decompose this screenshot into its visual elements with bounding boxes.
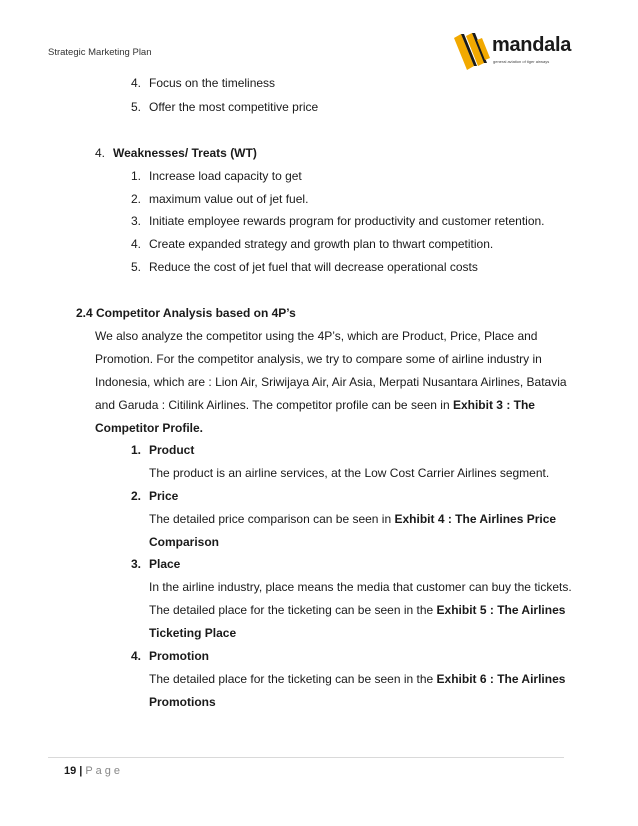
p-number: 3. — [131, 557, 142, 571]
p-title-place: Place — [149, 557, 181, 571]
paragraph-text: and Garuda : Citilink Airlines. The competitor profile can be seen in — [95, 398, 453, 412]
paragraph-line: We also analyze the competitor using the 4P’s, which are Product, Price, Place and — [95, 329, 538, 343]
mandala-stripe-icon — [452, 32, 492, 72]
p-text: In the airline industry, place means the media that customer can buy the tickets. — [149, 580, 572, 594]
footer-divider — [48, 757, 564, 758]
exhibit-reference: Exhibit 4 : The Airlines Price — [394, 512, 557, 526]
p-number: 1. — [131, 443, 142, 457]
exhibit-reference: Promotions — [149, 695, 216, 709]
list-item: maximum value out of jet fuel. — [149, 192, 309, 206]
p-title-product: Product — [149, 443, 195, 457]
page-footer — [64, 764, 123, 778]
list-item: Offer the most competitive price — [149, 100, 319, 114]
paragraph-line: Promotion. For the competitor analysis, we try to compare some of airline industry in — [95, 352, 542, 366]
list-number: 5. — [131, 260, 142, 274]
p-number: 4. — [131, 649, 142, 663]
list-number: 2. — [131, 192, 142, 206]
list-number: 3. — [131, 214, 142, 228]
list-item: Create expanded strategy and growth plan to thwart competition. — [149, 237, 494, 251]
exhibit-reference: Competitor Profile. — [95, 421, 204, 435]
exhibit-reference: Comparison — [149, 535, 220, 549]
logo-wordmark: mandala — [492, 34, 572, 56]
list-item: Reduce the cost of jet fuel that will decrease operational costs — [149, 260, 478, 274]
page-number: 19 — [64, 765, 77, 777]
p-number: 2. — [131, 489, 142, 503]
exhibit-reference: Exhibit 3 : The — [452, 398, 535, 412]
exhibit-reference: Exhibit 5 : The Airlines — [436, 603, 566, 617]
paragraph-line — [95, 398, 535, 413]
page-label: Page — [85, 765, 124, 777]
list-number: 1. — [131, 169, 142, 183]
list-number: 4. — [131, 76, 142, 90]
mandala-logo — [452, 32, 572, 72]
section-heading: 2.4 Competitor Analysis based on 4P’s — [76, 306, 296, 320]
wt-number: 4. — [95, 146, 106, 160]
list-number: 4. — [131, 237, 142, 251]
exhibit-reference: Exhibit 6 : The Airlines — [436, 672, 566, 686]
footer-separator: | — [79, 765, 83, 777]
paragraph-text: The detailed price comparison can be seen in — [149, 512, 395, 526]
paragraph-line: Indonesia, which are : Lion Air, Sriwijaya Air, Air Asia, Merpati Nusantara Airlines, Batavia — [95, 375, 567, 389]
exhibit-reference: Ticketing Place — [149, 626, 237, 640]
p-text: The product is an airline services, at the Low Cost Carrier Airlines segment. — [149, 466, 550, 480]
header-title: Strategic Marketing Plan — [48, 47, 152, 58]
list-number: 5. — [131, 100, 142, 114]
list-item: Increase load capacity to get — [149, 169, 302, 183]
p-text — [149, 512, 556, 527]
p-text — [149, 672, 565, 687]
wt-heading: Weaknesses/ Treats (WT) — [113, 146, 257, 160]
list-item: Focus on the timeliness — [149, 76, 276, 90]
p-title-promotion: Promotion — [149, 649, 209, 663]
paragraph-text: The detailed place for the ticketing can be seen in the — [149, 672, 437, 686]
logo-tagline: general aviation of tiger airways — [493, 59, 550, 64]
list-item: Initiate employee rewards program for productivity and customer retention. — [149, 214, 545, 228]
p-text — [149, 603, 565, 618]
p-title-price: Price — [149, 489, 179, 503]
paragraph-text: The detailed place for the ticketing can be seen in the — [149, 603, 437, 617]
